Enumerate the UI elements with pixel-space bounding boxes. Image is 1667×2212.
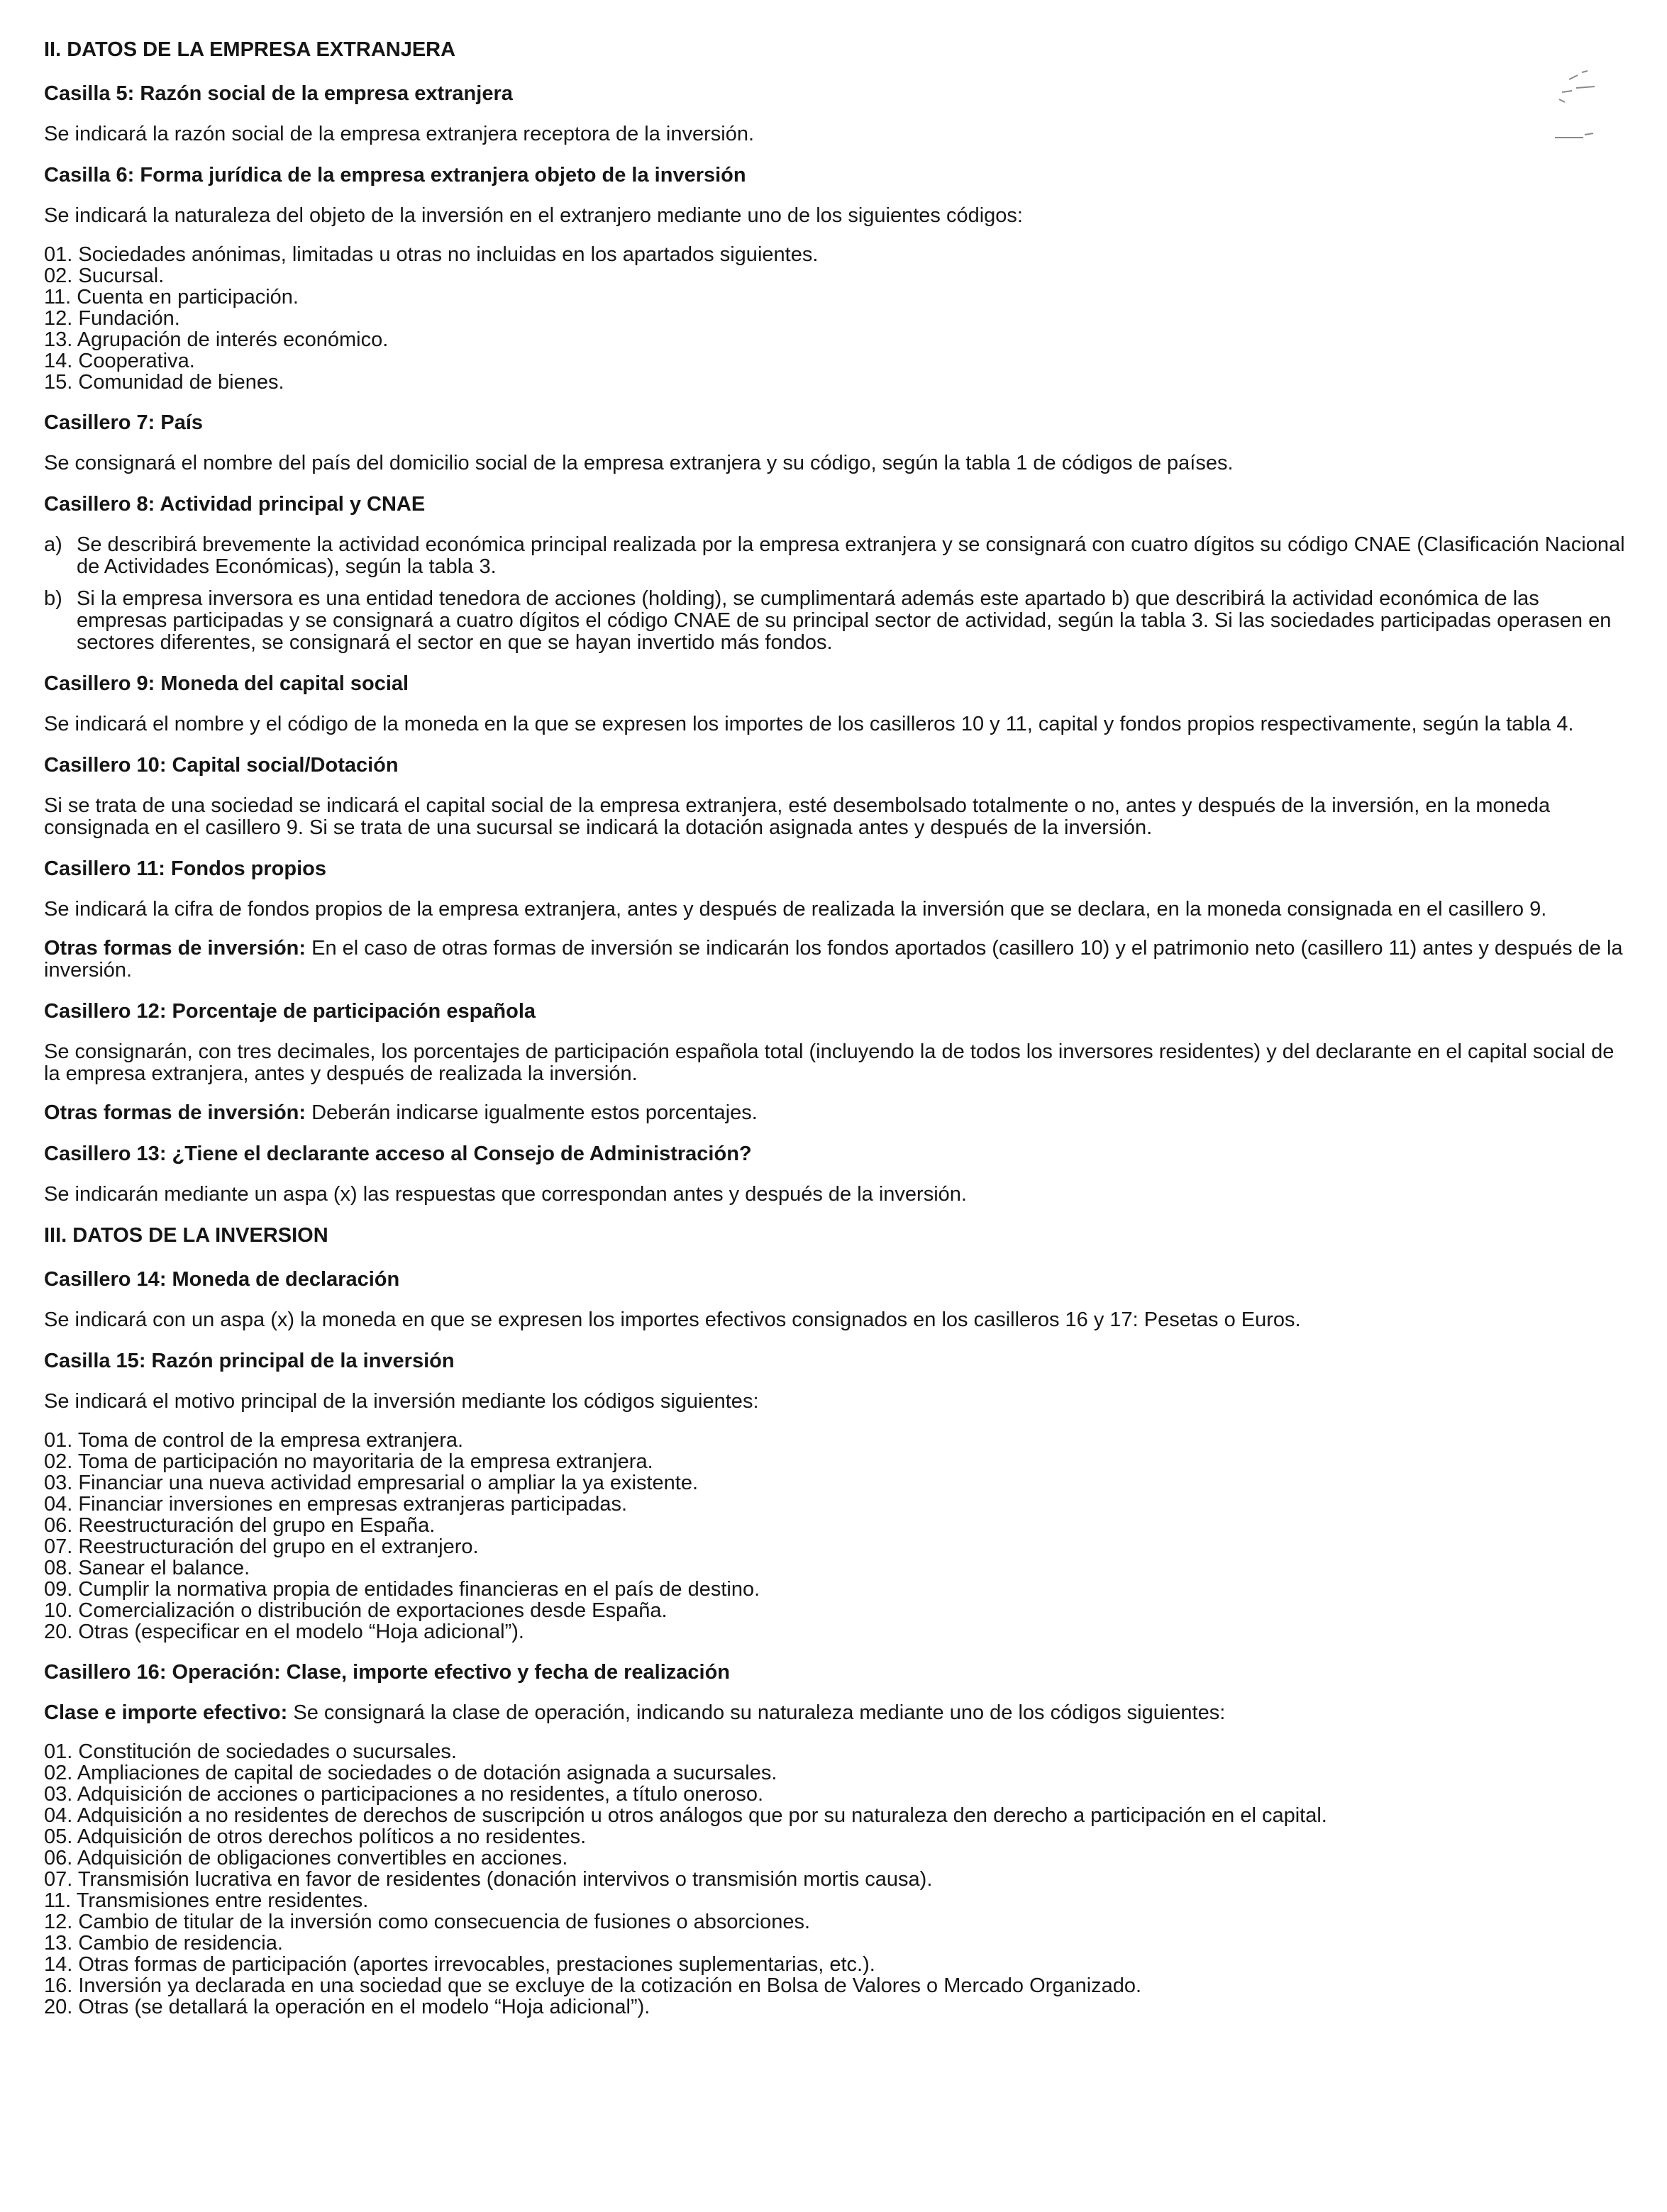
- casillero-7: [44, 410, 1633, 474]
- casillero-16: [44, 1660, 1633, 2018]
- list-item: 01. Toma de control de la empresa extranjera.: [44, 1429, 464, 1452]
- casillero-11-text: Se indicará la cifra de fondos propios de la empresa extranjera, antes y después de realizada la inversión que se declara, en la moneda consignada en el casillero 9.: [44, 898, 1547, 921]
- list-item: 06. Adquisición de obligaciones convertibles en acciones.: [44, 1847, 568, 1869]
- clase-importe-lead: Clase e importe efectivo:: [44, 1701, 288, 1724]
- list-item: 02. Toma de participación no mayoritaria de la empresa extranjera.: [44, 1450, 653, 1473]
- casilla-6-heading: Casilla 6: Forma jurídica de la empresa extranjera objeto de la inversión: [44, 164, 746, 187]
- casilla-5-text: Se indicará la razón social de la empresa extranjera receptora de la inversión.: [44, 123, 755, 145]
- list-item: 20. Otras (especificar en el modelo “Hoja adicional”).: [44, 1621, 524, 1643]
- casillero-14-heading: Casillero 14: Moneda de declaración: [44, 1268, 400, 1291]
- casilla-15-text: Se indicará el motivo principal de la inversión mediante los códigos siguientes:: [44, 1390, 759, 1413]
- casillero-11-otras-formas: [44, 938, 1633, 982]
- casillero-12: [44, 999, 1633, 1124]
- casilla-15: [44, 1348, 1633, 1643]
- list-item: 14. Otras formas de participación (aportes irrevocables, prestaciones suplementarias, etc.).: [44, 1953, 875, 1976]
- list-item: 03. Financiar una nueva actividad empresarial o ampliar la ya existente.: [44, 1472, 699, 1494]
- list-item: 13. Cambio de residencia.: [44, 1932, 283, 1955]
- casilla-5-heading: Casilla 5: Razón social de la empresa extranjera: [44, 82, 513, 105]
- casillero-8: [44, 491, 1633, 654]
- casilla-15-code-list: [44, 1430, 1633, 1643]
- list-item: 12. Cambio de titular de la inversión como consecuencia de fusiones o absorciones.: [44, 1911, 811, 1933]
- casillero-12-heading: Casillero 12: Porcentaje de participación española: [44, 1000, 536, 1023]
- list-item: 07. Transmisión lucrativa en favor de residentes (donación intervivos o transmisión mortis causa).: [44, 1868, 933, 1891]
- casilla-15-heading: Casilla 15: Razón principal de la inversión: [44, 1350, 455, 1372]
- casillero-11: [44, 856, 1633, 982]
- list-item: 14. Cooperativa.: [44, 350, 195, 372]
- casillero-13: [44, 1141, 1633, 1206]
- casillero-14: [44, 1267, 1633, 1331]
- list-item-a-text: Se describirá brevemente la actividad económica principal realizada por la empresa extranjera y se consignará con cuatro dígitos su código CNAE (Clasificación Nacional de Actividades Económicas), según la tabla 3.: [77, 533, 1625, 578]
- list-item: 11. Cuenta en participación.: [44, 286, 299, 309]
- clase-importe-text: Se consignará la clase de operación, indicando su naturaleza mediante uno de los códigos siguientes:: [287, 1701, 1226, 1724]
- otras-formas-lead: Otras formas de inversión:: [44, 937, 306, 960]
- list-item: 02. Sucursal.: [44, 265, 165, 287]
- casillero-14-text: Se indicará con un aspa (x) la moneda en que se expresen los importes efectivos consignados en los casilleros 16 y 17: Pesetas o Euros.: [44, 1308, 1301, 1331]
- casillero-9-heading: Casillero 9: Moneda del capital social: [44, 672, 409, 695]
- section-title-iii: III. DATOS DE LA INVERSION: [44, 1224, 328, 1247]
- list-item: 03. Adquisición de acciones o participaciones a no residentes, a título oneroso.: [44, 1783, 764, 1806]
- casillero-8-lettered-list: [44, 534, 1633, 654]
- casillero-16-heading: Casillero 16: Operación: Clase, importe efectivo y fecha de realización: [44, 1661, 731, 1684]
- casillero-7-text: Se consignará el nombre del país del domicilio social de la empresa extranjera y su código, según la tabla 1 de códigos de países.: [44, 452, 1234, 474]
- list-item: 09. Cumplir la normativa propia de entidades financieras en el país de destino.: [44, 1578, 760, 1601]
- instructions-page: [44, 37, 1633, 2035]
- casillero-13-heading: Casillero 13: ¿Tiene el declarante acceso al Consejo de Administración?: [44, 1143, 752, 1165]
- list-item: 01. Constitución de sociedades o sucursales.: [44, 1740, 457, 1763]
- casillero-12-text: Se consignarán, con tres decimales, los porcentajes de participación española total (incluyendo la de todos los inversores residentes) y del declarante en el capital social de la empresa extranjera, antes y después de realizada la inversión.: [44, 1040, 1615, 1085]
- otras-formas-text: Deberán indicarse igualmente estos porcentajes.: [306, 1101, 758, 1124]
- letter-b: b): [44, 587, 62, 610]
- letter-a: a): [44, 533, 62, 556]
- casillero-10: [44, 752, 1633, 839]
- list-item: 06. Reestructuración del grupo en España.: [44, 1514, 436, 1537]
- list-item: 15. Comunidad de bienes.: [44, 371, 284, 394]
- casillero-13-text: Se indicarán mediante un aspa (x) las respuestas que correspondan antes y después de la inversión.: [44, 1183, 967, 1206]
- casillero-10-text: Si se trata de una sociedad se indicará el capital social de la empresa extranjera, esté desembolsado totalmente o no, antes y después de la inversión, en la moneda consignada en el casillero 9. Si se trata de una sucursal se indicará la dotación asignada antes y después de la inversión.: [44, 794, 1551, 839]
- casilla-6-code-list: [44, 244, 1633, 393]
- list-item: 10. Comercialización o distribución de exportaciones desde España.: [44, 1599, 668, 1622]
- casilla-6: [44, 162, 1633, 393]
- list-item-b: [44, 588, 1633, 654]
- list-item: 01. Sociedades anónimas, limitadas u otras no incluidas en los apartados siguientes.: [44, 243, 819, 266]
- list-item: 13. Agrupación de interés económico.: [44, 328, 389, 351]
- casillero-11-heading: Casillero 11: Fondos propios: [44, 857, 327, 880]
- list-item: 16. Inversión ya declarada en una sociedad que se excluye de la cotización en Bolsa de Valores o Mercado Organizado.: [44, 1974, 1142, 1997]
- list-item: 11. Transmisiones entre residentes.: [44, 1889, 369, 1912]
- list-item: 20. Otras (se detallará la operación en el modelo “Hoja adicional”).: [44, 1996, 650, 2018]
- list-item: 07. Reestructuración del grupo en el extranjero.: [44, 1535, 479, 1558]
- list-item: 12. Fundación.: [44, 307, 180, 330]
- list-item: 08. Sanear el balance.: [44, 1557, 250, 1579]
- list-item: 02. Ampliaciones de capital de sociedades o de dotación asignada a sucursales.: [44, 1762, 777, 1784]
- list-item: 04. Adquisición a no residentes de derechos de suscripción u otros análogos que por su naturaleza den derecho a participación en el capital.: [44, 1804, 1327, 1827]
- casillero-9: [44, 671, 1633, 735]
- casilla-5: [44, 81, 1633, 145]
- otras-formas-lead: Otras formas de inversión:: [44, 1101, 306, 1124]
- section-title-ii: II. DATOS DE LA EMPRESA EXTRANJERA: [44, 38, 456, 61]
- list-item-a: [44, 534, 1633, 578]
- casillero-16-code-list: [44, 1741, 1633, 2018]
- casillero-10-heading: Casillero 10: Capital social/Dotación: [44, 754, 399, 777]
- otras-formas-text: En el caso de otras formas de inversión se indicarán los fondos aportados (casillero 10) y el patrimonio neto (casillero 11) antes y después de la inversión.: [44, 937, 1623, 982]
- casillero-12-otras-formas: [44, 1102, 1633, 1124]
- list-item-b-text: Si la empresa inversora es una entidad tenedora de acciones (holding), se cumplimentará además este apartado b) que describirá la actividad económica de las empresas participadas y se consignará a cuatro dígitos el código CNAE de su principal sector de actividad, según la tabla 3. Si las sociedades participadas operasen en sectores diferentes, se consignará el sector en que se hayan invertido más fondos.: [77, 587, 1612, 654]
- list-item: 04. Financiar inversiones en empresas extranjeras participadas.: [44, 1493, 628, 1516]
- casilla-6-text: Se indicará la naturaleza del objeto de la inversión en el extranjero mediante uno de los siguientes códigos:: [44, 204, 1023, 227]
- casillero-8-heading: Casillero 8: Actividad principal y CNAE: [44, 493, 426, 516]
- casillero-7-heading: Casillero 7: País: [44, 411, 204, 434]
- casillero-16-text: [44, 1702, 1633, 1724]
- casillero-9-text: Se indicará el nombre y el código de la moneda en la que se expresen los importes de los casilleros 10 y 11, capital y fondos propios respectivamente, según la tabla 4.: [44, 713, 1574, 735]
- list-item: 05. Adquisición de otros derechos políticos a no residentes.: [44, 1825, 587, 1848]
